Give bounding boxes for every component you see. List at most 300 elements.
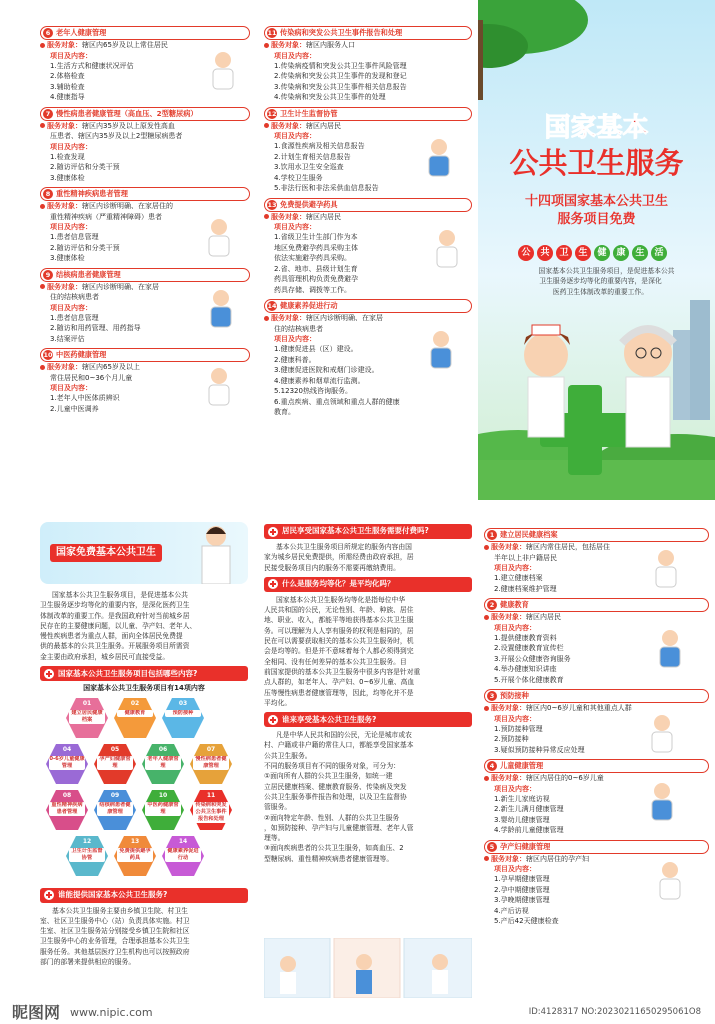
audience-line [40, 131, 250, 142]
text-line: 医药卫生体制改革的重要工作。 [552, 287, 649, 296]
text-line: 地、职业、收入，都能平等地获得基本公共卫生服 [264, 616, 414, 625]
q3-heading: 居民享受国家基本公共卫生服务需要付费吗? [264, 524, 472, 539]
q3-text [264, 542, 472, 573]
items-label: 项目及内容： [50, 303, 92, 312]
item-line: 1.提供健康教育资料 [494, 633, 557, 642]
section-number: 14 [267, 302, 277, 310]
items-label: 项目及内容： [274, 51, 316, 60]
services-column-3 [478, 510, 715, 1000]
cover-tag: 健 [594, 245, 610, 261]
items-label: 项目及内容： [50, 384, 92, 392]
service-hex [190, 744, 232, 784]
section-header [484, 759, 709, 773]
items-label: 项目及内容： [274, 223, 316, 231]
text-line: 公共卫生服务。 [264, 751, 312, 760]
section-header [484, 528, 709, 542]
hex-number: 03 [178, 699, 188, 707]
bullet-icon [40, 43, 45, 48]
item-line: 3.开展公众健康咨询服务 [494, 654, 571, 663]
doctor-icon [192, 522, 240, 584]
person-illustration [424, 329, 458, 372]
q1-heading: 国家基本公共卫生服务项目包括哪些内容? [40, 666, 248, 681]
section-header [40, 107, 250, 121]
person-illustration [649, 548, 683, 591]
cover-title-2: 公共卫生服务 [509, 146, 684, 180]
item-line: 3.辅助检查 [50, 82, 85, 91]
text-line: 理等。 [264, 834, 285, 843]
service-hex [46, 790, 88, 830]
banner [40, 522, 248, 584]
service-section [40, 348, 250, 414]
text-line: 服务任务。其他基层医疗卫生机构也可以按照政府 [40, 947, 190, 956]
item-line: 3.疑似预防接种异常反应处理 [494, 745, 585, 754]
bullet-icon [484, 856, 489, 861]
hex-label: 健康教育 [117, 710, 153, 717]
item-line: 4.学校卫生服务 [274, 173, 323, 182]
item-line: 1.省级卫生计生部门作为本 [274, 233, 358, 241]
doctor-nurse-illustration [498, 315, 698, 475]
section-number: 10 [43, 351, 53, 359]
text-line: 国家基本公共卫生服务项目，是促进基本公共 [52, 591, 188, 599]
audience-label: 服务对象： [47, 282, 82, 291]
section-number: 6 [43, 28, 53, 38]
service-section [264, 198, 472, 296]
items-label: 项目及内容： [50, 142, 92, 151]
section-title: 孕产妇健康管理 [500, 841, 551, 851]
bullet-icon [264, 316, 269, 321]
hex-label: 传染病和突发公共卫生事件报告和处理 [193, 802, 229, 823]
section-title: 慢性病患者健康管理（高血压、2型糖尿病） [56, 108, 198, 118]
section-title: 健康教育 [500, 600, 529, 610]
audience-line [40, 40, 250, 51]
faq-column [258, 510, 478, 1000]
audience-label: 服务对象： [47, 121, 82, 130]
service-section [484, 689, 709, 755]
section-number: 3 [487, 691, 497, 701]
audience-text: 辖区内诊断明确、在家居 [306, 314, 383, 322]
item-line: 2.随访评估和分类干预 [50, 243, 120, 252]
q4-heading: 什么是服务均等化？是平均化吗？ [264, 577, 472, 592]
person-illustration [202, 217, 236, 260]
item-line: 2.健康档案维护管理 [494, 584, 557, 593]
item-line: 2.随访评估和分类干预 [50, 163, 120, 171]
text-line: 家为城乡居民免费提供，所需经费由政府承担，居 [264, 553, 414, 562]
item-line: 2.预防接种 [494, 735, 529, 743]
text-line: 生室、社区卫生服务站分别接受乡镇卫生院和社区 [40, 927, 190, 936]
text-line: 平均化。 [264, 698, 292, 707]
section-number: 12 [267, 109, 277, 118]
audience-line [264, 40, 472, 51]
text-line: ①面向所有人群的公共卫生服务，如统一建 [264, 772, 393, 781]
item-line: 1.新生儿家庭访视 [494, 794, 550, 803]
hex-label: 预防接种 [165, 710, 201, 717]
person-illustration [202, 366, 236, 409]
section-number: 1 [487, 530, 497, 540]
text-line: 型糖尿病、重性精神疾病患者健康管理等。 [264, 854, 394, 863]
items-label: 项目及内容： [494, 564, 536, 572]
item-line: 3.孕晚期健康管理 [494, 896, 550, 904]
item-line: 3.健康促进医院和戒烟门诊建设。 [274, 366, 379, 374]
item-line: 3.健康体检 [50, 254, 85, 262]
service-hex [162, 836, 204, 876]
hex-label: 健康素养促进行动 [165, 848, 201, 862]
hex-label: 慢性病患者健康管理 [193, 756, 229, 770]
section-header [40, 187, 250, 201]
item-line: 5.产后42天健康检查 [494, 917, 559, 925]
hex-number: 13 [130, 837, 140, 845]
items-label: 项目及内容： [50, 223, 92, 231]
service-hex [142, 790, 184, 830]
cross-icon [44, 669, 54, 679]
audience-text: 辖区内65岁及以上常住居民 [82, 41, 168, 49]
audience-text: 辖区内居住的0~6岁儿童 [526, 774, 604, 782]
cover-tag: 康 [613, 245, 629, 261]
section-number: 2 [487, 600, 497, 610]
hex-label: 孕产妇健康管理 [97, 756, 133, 770]
section-header [264, 107, 472, 121]
q1-subtitle: 国家基本公共卫生服务项目有14项内容 [83, 684, 205, 693]
audience-line [264, 212, 472, 223]
text-line: 管服务。 [264, 803, 292, 812]
services-column-1 [34, 0, 256, 500]
bullet-icon [264, 123, 269, 128]
section-number: 4 [487, 761, 497, 771]
service-hex [190, 790, 232, 830]
text-line: 部门的部署来提供相应的服务。 [40, 958, 136, 966]
item-line: 2.儿童中医调养 [50, 404, 99, 413]
section-title: 儿童健康管理 [500, 761, 544, 771]
audience-label: 服务对象： [491, 774, 526, 782]
service-section [264, 107, 472, 194]
hex-label: 中医药健康管理 [145, 802, 181, 816]
q5-text [264, 730, 472, 864]
text-line: 基本公共卫生服务项目所规定的服务内容由国 [276, 543, 412, 551]
audience-text: 辖区内诊断明确、在家居 [82, 282, 159, 291]
item-line: 2.传染病和突发公共卫生事件的发现和登记 [274, 72, 407, 80]
cover-tags [518, 245, 667, 261]
intro-column [34, 510, 254, 1000]
items-label: 项目及内容： [494, 623, 536, 632]
person-illustration [422, 137, 456, 180]
audience-text: 辖区内35岁及以上原发性高血 [82, 121, 175, 130]
text-line: ，如预防接种、孕产妇与儿童健康管理、老年人管 [264, 823, 414, 832]
item-line: 1.建立健康档案 [494, 574, 543, 582]
item-line: 2.省、地市、县级计划生育 [274, 264, 358, 273]
section-number: 11 [267, 29, 277, 37]
item-line: 2.体格检查 [50, 72, 85, 80]
q2-heading: 谁能提供国家基本公共卫生服务? [40, 888, 248, 903]
bullet-icon [40, 123, 45, 128]
hex-number: 07 [206, 745, 216, 753]
items-label: 项目及内容： [494, 714, 536, 723]
item-line: 2.孕中期健康管理 [494, 885, 550, 894]
audience-text: 辖区内居住的孕产妇 [526, 854, 589, 863]
q2-text [40, 906, 248, 968]
item-line: 1.健康促进县（区）建设。 [274, 345, 358, 353]
bullet-icon [484, 615, 489, 620]
person-illustration [204, 288, 238, 331]
items-label: 项目及内容： [274, 335, 316, 343]
section-header [484, 840, 709, 854]
bullet-icon [40, 284, 45, 289]
text-line: ③面向疾病患者的公共卫生服务，如高血压、2 [264, 844, 404, 853]
service-section [484, 528, 709, 594]
service-section [40, 268, 250, 345]
bullet-icon [484, 706, 489, 711]
watermark-logo: 昵图网 [12, 1003, 61, 1022]
service-hex [162, 698, 204, 738]
text-line: 民接受服务项目内的服务不需要再缴纳费用。 [264, 563, 400, 572]
bullet-icon [264, 43, 269, 48]
inner-panels [0, 510, 715, 1000]
cover-tag: 活 [651, 245, 667, 261]
bullet-icon [484, 545, 489, 550]
service-section [40, 26, 250, 103]
text-line: 不同的服务项目有不同的服务对象，可分为： [264, 762, 400, 771]
item-line: 5.12320热线咨询服务。 [274, 387, 352, 395]
text-line: 点人群的，如老年人、孕产妇、0~6岁儿童、高血 [264, 678, 415, 687]
hex-number: 10 [158, 791, 168, 799]
bullet-icon [264, 214, 269, 219]
text-line: 立居民健康档案、健康教育服务、传染病及突发 [264, 782, 407, 791]
service-hex [142, 744, 184, 784]
person-illustration [430, 228, 464, 271]
text-line: 慢性疾病患者为重点人群，面向全体居民免费提 [40, 632, 183, 641]
audience-label: 服务对象： [47, 202, 82, 210]
text-line: 会是均等的。但是并不意味着每个人都必须得到完 [264, 647, 414, 656]
hex-number: 14 [178, 837, 188, 845]
section-header [264, 198, 472, 212]
audience-text: 辖区内居民 [306, 121, 341, 130]
cross-icon [268, 579, 278, 589]
cover-tag: 公 [518, 245, 534, 261]
audience-text: 住的结核病患者 [274, 324, 323, 333]
item-line: 4.传染病和突发公共卫生事件的处理 [274, 93, 386, 101]
item-line: 1.预防接种管理 [494, 724, 543, 733]
bullet-icon [40, 204, 45, 209]
hex-number: 06 [158, 745, 168, 753]
section-title: 老年人健康管理 [56, 28, 107, 38]
cover-subtitle-1: 十四项国家基本公共卫生 [524, 194, 668, 209]
item-line: 3.婴幼儿健康管理 [494, 815, 550, 824]
cover-tag: 卫 [556, 245, 572, 261]
audience-text: 常住居民和0~36个月儿童 [50, 373, 133, 382]
hex-number: 04 [62, 745, 72, 753]
text-line: 体制改革的重要工作。是我国政府针对当前城乡居 [40, 611, 190, 620]
audience-text: 辖区内常住居民，包括居住 [526, 543, 610, 551]
section-title: 中医药健康管理 [56, 350, 107, 360]
service-section [264, 299, 472, 418]
text-line: 卫生服务逐步均等化的重要内容，是深化医药卫生 [40, 601, 190, 610]
service-hex-grid [40, 696, 248, 884]
person-illustration [645, 781, 679, 824]
audience-line [40, 201, 250, 212]
audience-line [484, 612, 709, 623]
audience-text: 重性精神疾病（严重精神障碍）患者 [50, 212, 162, 221]
text-line: 卫生服务中心的业务管理，合理承担基本公共卫生 [40, 937, 190, 946]
text-line: 公共卫生服务事件报告和处理，以及卫生监督协 [264, 792, 407, 801]
cover-tag: 共 [537, 245, 553, 261]
text-line: 前国家提供的基本公共卫生服务中很多内容是针对重 [264, 667, 421, 676]
item-line: 4.健康指导 [50, 93, 85, 101]
audience-text: 住的结核病患者 [50, 293, 99, 301]
text-line: 金主要由政府承担，城乡居民可直接受益。 [40, 652, 170, 661]
hex-number: 08 [62, 791, 72, 799]
hex-label: 老年人健康管理 [145, 756, 181, 770]
audience-text: 压患者、辖区内35岁及以上2型糖尿病患者 [50, 132, 183, 140]
item-line: 5.非法行医和非法采供血信息报告 [274, 184, 379, 192]
section-title: 传染病和突发公共卫生事件报告和处理 [280, 28, 403, 38]
audience-label: 服务对象： [491, 854, 526, 863]
service-section [484, 759, 709, 836]
section-header [40, 348, 250, 362]
section-header [40, 26, 250, 40]
section-title: 卫生计生监督协管 [280, 108, 338, 118]
hex-label: 免费提供避孕药具 [117, 848, 153, 862]
service-section [40, 187, 250, 264]
item-line: 3.饮用水卫生安全巡查 [274, 163, 344, 171]
hex-label: 建立居民健康档案 [69, 710, 105, 724]
cross-icon [268, 715, 278, 725]
services-column-2 [258, 0, 478, 500]
text-line: 民在可以需要获取相关的基本公共卫生服务时，机 [264, 637, 414, 646]
bullet-icon [40, 365, 45, 370]
item-line: 药具管理机构负责免费避孕 [274, 275, 358, 283]
audience-label: 服务对象： [271, 212, 306, 221]
audience-label: 服务对象： [491, 704, 526, 712]
item-line: 依法实施避孕药具采购。 [274, 254, 351, 262]
text-line: 国家基本公共卫生服务均等化是指每位中华 [276, 595, 406, 604]
text-line: 民存在的主要健康问题，以儿童、孕产妇、老年人、 [40, 621, 197, 630]
person-illustration [653, 860, 687, 903]
item-line: 4.健康素养和烟草流行监测。 [274, 376, 365, 385]
cross-icon [44, 890, 54, 900]
cover-subtitle-2: 服务项目免费 [557, 212, 636, 227]
service-hex [66, 836, 108, 876]
audience-text: 辖区内居民 [526, 613, 561, 621]
item-line: 5.开展个体化健康教育 [494, 675, 564, 684]
text-line: 国家基本公共卫生服务项目，是促进基本公共 [538, 267, 675, 275]
section-header [484, 689, 709, 703]
item-line: 6.重点疾病、重点领域和重点人群的健康 [274, 397, 400, 406]
section-number: 13 [267, 200, 277, 209]
item-line: 1.传染病疫情和突发公共卫生事件风险管理 [274, 61, 407, 70]
audience-line [264, 313, 472, 324]
audience-label: 服务对象： [47, 41, 82, 49]
audience-text: 辖区内服务人口 [306, 41, 355, 49]
item-line: 4.学龄前儿童健康管理 [494, 826, 564, 834]
audience-line [40, 121, 250, 132]
item-line: 1.患者信息管理 [50, 233, 99, 241]
audience-label: 服务对象： [491, 613, 526, 621]
service-hex [94, 790, 136, 830]
hex-number: 01 [82, 699, 92, 707]
item-line: 3.健康体检 [50, 173, 85, 182]
cover-intro [496, 266, 705, 297]
cover-tag: 生 [575, 245, 591, 261]
section-title: 预防接种 [500, 691, 529, 701]
section-title: 结核病患者健康管理 [56, 269, 121, 279]
hex-number: 12 [82, 837, 92, 845]
item-line: 1.生活方式和健康状况评估 [50, 61, 134, 70]
service-section [40, 107, 250, 184]
text-line: 室、社区卫生服务中心（站）负责具体实施。村卫 [40, 916, 190, 925]
item-line: 4.产后访视 [494, 906, 529, 915]
watermark-footer [0, 1000, 715, 1024]
cross-icon [268, 527, 278, 537]
service-section [484, 598, 709, 685]
item-line: 教育。 [274, 408, 295, 416]
item-line: 3.传染病和突发公共卫生事件相关信息报告 [274, 82, 407, 91]
section-number: 8 [43, 189, 53, 199]
audience-text: 辖区内诊断明确、在家居住的 [82, 202, 173, 210]
section-number: 7 [43, 109, 53, 119]
section-title: 免费提供避孕药具 [280, 199, 338, 209]
text-line: 全相同、没有任何差异的基本公共卫生服务。目 [264, 657, 407, 666]
section-header [264, 299, 472, 313]
section-title: 健康素养促进行动 [280, 301, 338, 311]
watermark-id: ID:4128317 NO:20230211650295061O8 [528, 1007, 701, 1017]
item-line: 药具存储、调拨等工作。 [274, 285, 351, 294]
cover-title-1: 国家基本 [544, 113, 649, 143]
hex-label: 卫生计生监督协管 [69, 848, 105, 862]
audience-text: 辖区内0~6岁儿童和其他重点人群 [526, 704, 632, 712]
item-line: 地区免费避孕药具采购主体 [274, 243, 358, 252]
text-line: 基本公共卫生服务主要由乡镇卫生院、村卫生 [52, 906, 188, 915]
cover-panel [478, 0, 715, 500]
text-line: 卫生服务逐步均等化的重要内容，是深化 [539, 277, 662, 286]
audience-text: 半年以上非户籍居民 [494, 553, 557, 562]
person-illustration [645, 713, 679, 756]
clinic-illustration [264, 938, 472, 998]
text-line: 供的最基本的公共卫生服务。开展服务项目所需资 [40, 642, 190, 651]
service-section [484, 840, 709, 927]
service-hex [46, 744, 88, 784]
text-line: 村、户籍或非户籍的常住人口，都能享受国家基本 [264, 741, 414, 750]
audience-label: 服务对象： [271, 121, 306, 130]
cover-tag: 生 [632, 245, 648, 261]
items-label: 项目及内容： [50, 51, 92, 60]
item-line: 1.患者信息管理 [50, 313, 99, 322]
hex-number: 05 [110, 745, 120, 753]
items-label: 项目及内容： [494, 865, 536, 873]
section-header [264, 26, 472, 40]
hex-label: 结核病患者健康管理 [97, 802, 133, 816]
audience-text: 辖区内65岁及以上 [82, 363, 140, 371]
item-line: 1.孕早期健康管理 [494, 875, 550, 883]
service-hex [114, 836, 156, 876]
hex-number: 11 [206, 791, 216, 799]
audience-label: 服务对象： [271, 41, 306, 49]
hex-label: 0-6岁儿童健康管理 [49, 755, 85, 769]
audience-label: 服务对象： [491, 543, 526, 551]
item-line: 2.设置健康教育宣传栏 [494, 644, 564, 652]
hex-label: 重性精神疾病患者管理 [49, 802, 85, 816]
text-line: ②面向特定年龄、性别、人群的公共卫生服务 [264, 813, 400, 822]
items-label: 项目及内容： [274, 132, 316, 140]
item-line: 1.食源性疾病及相关信息报告 [274, 142, 365, 150]
hex-number: 02 [130, 699, 140, 707]
section-number: 9 [43, 270, 53, 280]
audience-line [264, 121, 472, 132]
item-line: 3.结案评估 [50, 334, 85, 343]
item-line: 2.随访和用药管理、用药指导 [50, 324, 141, 332]
intro-text [40, 590, 248, 662]
item-line: 2.计划生育相关信息报告 [274, 152, 351, 161]
items-label: 项目及内容： [494, 784, 536, 793]
q4-text [264, 595, 472, 708]
service-section [264, 26, 472, 103]
